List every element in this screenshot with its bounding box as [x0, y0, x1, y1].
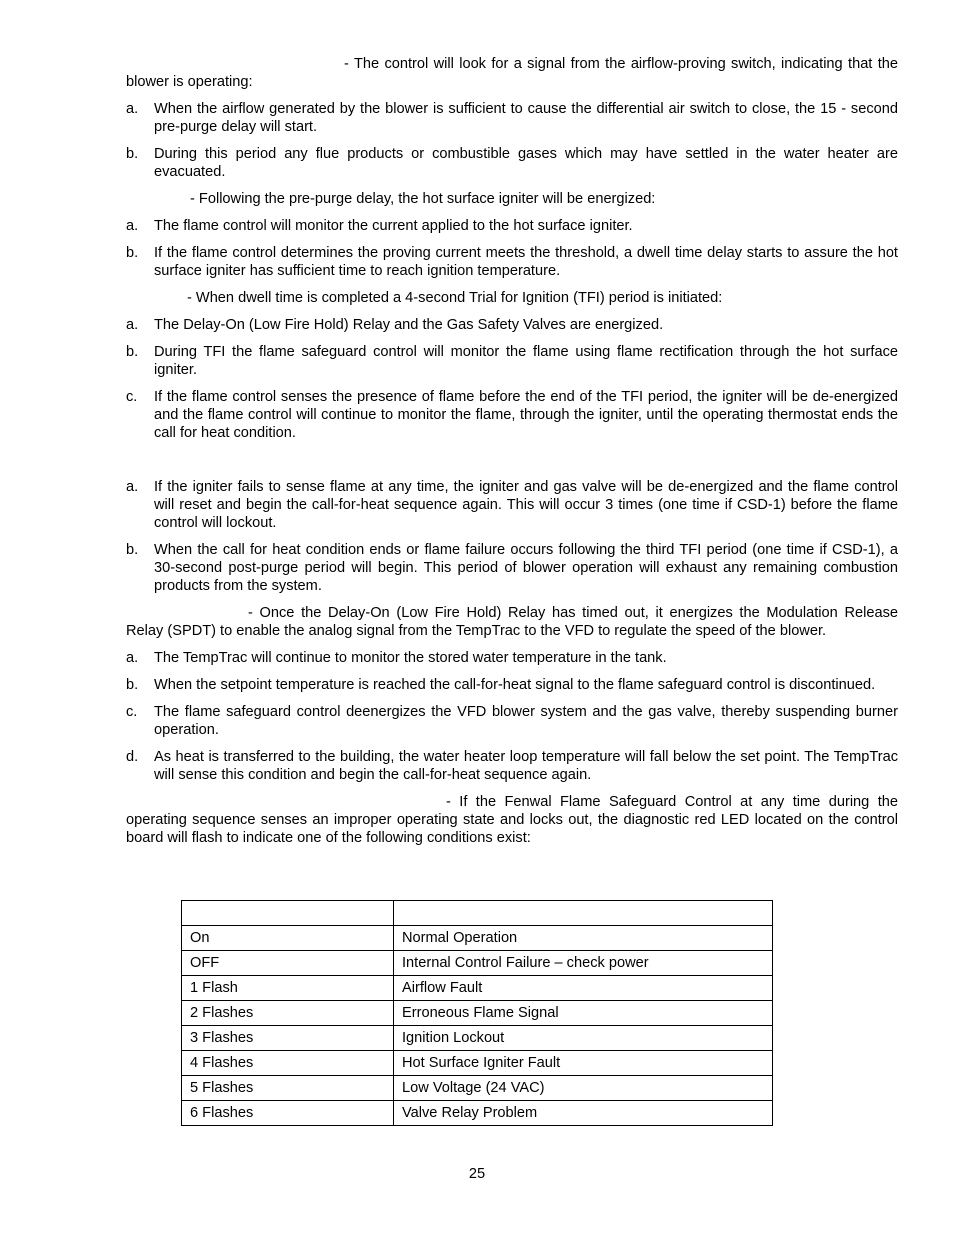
table-row	[182, 951, 773, 976]
table-row	[182, 1026, 773, 1051]
igniter-intro: - Following the pre-purge delay, the hot surface igniter will be energized:	[190, 191, 656, 207]
led-meaning-cell: Valve Relay Problem	[394, 1101, 773, 1126]
led-meaning-cell: Erroneous Flame Signal	[394, 1001, 773, 1026]
table-header-row	[182, 901, 773, 926]
table-header-cell	[182, 901, 394, 926]
page-number: 25	[468, 1166, 486, 1182]
list-text: If the flame control determines the proving current meets the threshold, a dwell time delay starts to assure the hot surface igniter has sufficient time to reach ignition temperature.	[154, 245, 898, 279]
led-state-cell: 2 Flashes	[182, 1001, 394, 1026]
list-item	[126, 145, 898, 181]
list-item	[126, 703, 898, 739]
tfi-intro: - When dwell time is completed a 4-second Trial for Ignition (TFI) period is initiated:	[187, 290, 723, 306]
list-item	[126, 217, 898, 235]
airflow-intro: - The control will look for a signal from the airflow-proving switch, indicating that the blower is operating:	[126, 56, 898, 90]
led-meaning-cell: Airflow Fault	[394, 976, 773, 1001]
diagnostics-intro: - If the Fenwal Flame Safeguard Control at any time during the operating sequence senses an improper operating state and locks out, the diagnostic red LED located on the control board will flash to indicate one of the following conditions exist:	[126, 794, 898, 846]
list-item	[126, 244, 898, 280]
list-item	[126, 478, 898, 532]
led-state-cell: 6 Flashes	[182, 1101, 394, 1126]
led-state-cell: 3 Flashes	[182, 1026, 394, 1051]
list-text: The Delay-On (Low Fire Hold) Relay and the Gas Safety Valves are energized.	[154, 317, 664, 333]
list-text: If the flame control senses the presence of flame before the end of the TFI period, the igniter will be de-energized and the flame control will continue to monitor the flame, through the igniter, until the operating thermostat ends the call for heat condition.	[154, 389, 898, 441]
table-row	[182, 1001, 773, 1026]
table-row	[182, 1101, 773, 1126]
table-row	[182, 1051, 773, 1076]
led-meaning-cell: Internal Control Failure – check power	[394, 951, 773, 976]
list-text: When the airflow generated by the blower is sufficient to cause the differential air switch to close, the 15 - second pre-purge delay will start.	[154, 101, 898, 135]
list-text: During TFI the flame safeguard control will monitor the flame using flame rectification through the hot surface igniter.	[154, 344, 898, 378]
led-state-cell: 4 Flashes	[182, 1051, 394, 1076]
list-item	[126, 676, 898, 694]
list-item	[126, 316, 898, 334]
list-marker: a.	[126, 101, 139, 117]
led-meaning-cell: Low Voltage (24 VAC)	[394, 1076, 773, 1101]
led-meaning-cell: Normal Operation	[394, 926, 773, 951]
list-marker: c.	[126, 389, 138, 405]
list-marker: a.	[126, 218, 139, 234]
table-row	[182, 976, 773, 1001]
list-item	[126, 748, 898, 784]
led-meaning-cell: Hot Surface Igniter Fault	[394, 1051, 773, 1076]
list-text: As heat is transferred to the building, the water heater loop temperature will fall below the set point. The TempTrac will sense this condition and begin the call-for-heat sequence again.	[154, 749, 898, 783]
list-text: The flame control will monitor the current applied to the hot surface igniter.	[154, 218, 633, 234]
list-marker: b.	[126, 677, 139, 693]
list-marker: b.	[126, 245, 139, 261]
list-marker: a.	[126, 650, 139, 666]
list-text: If the igniter fails to sense flame at any time, the igniter and gas valve will be de-energized and the flame control will reset and begin the call-for-heat sequence again. This will occur 3 times (one time if CSD-1) before the flame control will lockout.	[154, 479, 898, 531]
list-marker: b.	[126, 542, 139, 558]
list-item	[126, 649, 898, 667]
led-status-table	[181, 900, 773, 1126]
list-marker: c.	[126, 704, 138, 720]
list-item	[126, 343, 898, 379]
led-state-cell: OFF	[182, 951, 394, 976]
list-marker: a.	[126, 317, 139, 333]
list-marker: d.	[126, 749, 139, 765]
list-item	[126, 100, 898, 136]
section-spacer	[126, 451, 898, 478]
modulation-intro: - Once the Delay-On (Low Fire Hold) Relay has timed out, it energizes the Modulation Release Relay (SPDT) to enable the analog signal from the TempTrac to the VFD to regulate the speed of the blower.	[126, 605, 898, 639]
table-header-cell	[394, 901, 773, 926]
list-marker: b.	[126, 146, 139, 162]
table-row	[182, 1076, 773, 1101]
document-body	[126, 55, 898, 856]
list-text: The flame safeguard control deenergizes the VFD blower system and the gas valve, thereby suspending burner operation.	[154, 704, 898, 738]
list-marker: b.	[126, 344, 139, 360]
list-text: During this period any flue products or combustible gases which may have settled in the water heater are evacuated.	[154, 146, 898, 180]
list-marker: a.	[126, 479, 139, 495]
table-row	[182, 926, 773, 951]
led-state-cell: On	[182, 926, 394, 951]
led-state-cell: 5 Flashes	[182, 1076, 394, 1101]
list-text: The TempTrac will continue to monitor the stored water temperature in the tank.	[154, 650, 667, 666]
list-item	[126, 388, 898, 442]
list-text: When the setpoint temperature is reached the call-for-heat signal to the flame safeguard control is discontinued.	[154, 677, 876, 693]
list-text: When the call for heat condition ends or flame failure occurs following the third TFI period (one time if CSD-1), a 30-second post-purge period will begin. This period of blower operation will exhaust any remaining combustion products from the system.	[154, 542, 898, 594]
list-item	[126, 541, 898, 595]
led-meaning-cell: Ignition Lockout	[394, 1026, 773, 1051]
led-state-cell: 1 Flash	[182, 976, 394, 1001]
